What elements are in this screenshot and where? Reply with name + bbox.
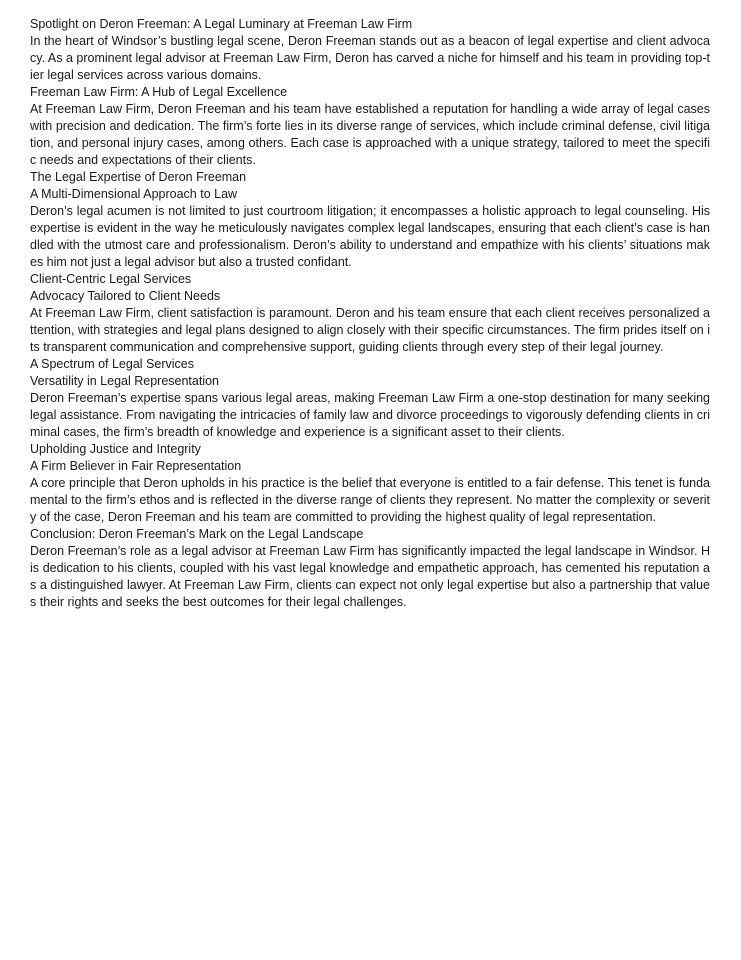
document-body (30, 16, 710, 611)
section-body-justice: A core principle that Deron upholds in his practice is the belief that everyone is entitled to a fair defense. This tenet is fundamental to the firm’s ethos and is reflected in the diverse range of clients they represent. No matter the complexity or severity of the case, Deron Freeman and his team are committed to providing the highest quality of legal representation. (30, 476, 710, 524)
document-title: Spotlight on Deron Freeman: A Legal Luminary at Freeman Law Firm (30, 17, 413, 31)
section-subheading-versatility: Versatility in Legal Representation (30, 374, 220, 388)
section-body-firm: At Freeman Law Firm, Deron Freeman and his team have established a reputation for handling a wide array of legal cases with precision and dedication. The firm’s forte lies in its diverse range of services, which include criminal defense, civil litigation, and personal injury cases, among others. Each case is approached with a unique strategy, tailored to meet the specific needs and expectations of their clients. (30, 102, 710, 167)
section-heading-spectrum: A Spectrum of Legal Services (30, 357, 194, 371)
section-heading-client-centric: Client-Centric Legal Services (30, 272, 192, 286)
section-heading-expertise: The Legal Expertise of Deron Freeman (30, 170, 247, 184)
section-body-client-centric: At Freeman Law Firm, client satisfaction is paramount. Deron and his team ensure that each client receives personalized attention, with strategies and legal plans designed to align closely with their specific circumstances. The firm prides itself on its transparent communication and comprehensive support, guiding clients through every step of their legal journey. (30, 306, 710, 354)
conclusion-heading: Conclusion: Deron Freeman’s Mark on the Legal Landscape (30, 527, 364, 541)
section-subheading-advocacy: Advocacy Tailored to Client Needs (30, 289, 221, 303)
section-body-spectrum: Deron Freeman’s expertise spans various legal areas, making Freeman Law Firm a one-stop destination for many seeking legal assistance. From navigating the intricacies of family law and divorce proceedings to vigorously defending clients in criminal cases, the firm’s breadth of knowledge and experience is a significant asset to their clients. (30, 391, 710, 439)
section-subheading-approach: A Multi-Dimensional Approach to Law (30, 187, 238, 201)
conclusion-body: Deron Freeman’s role as a legal advisor at Freeman Law Firm has significantly impacted the legal landscape in Windsor. His dedication to his clients, coupled with his vast legal knowledge and empathetic approach, has cemented his reputation as a distinguished lawyer. At Freeman Law Firm, clients can expect not only legal expertise but also a partnership that values their rights and seeks the best outcomes for their legal challenges. (30, 544, 710, 609)
intro-paragraph: In the heart of Windsor’s bustling legal scene, Deron Freeman stands out as a beacon of legal expertise and client advocacy. As a prominent legal advisor at Freeman Law Firm, Deron has carved a niche for himself and his team in providing top-tier legal services across various domains. (30, 34, 710, 82)
section-subheading-fair-representation: A Firm Believer in Fair Representation (30, 459, 242, 473)
section-heading-firm: Freeman Law Firm: A Hub of Legal Excellence (30, 85, 288, 99)
section-heading-justice: Upholding Justice and Integrity (30, 442, 201, 456)
section-body-expertise: Deron’s legal acumen is not limited to just courtroom litigation; it encompasses a holistic approach to legal counseling. His expertise is evident in the way he meticulously navigates complex legal landscapes, ensuring that each client’s case is handled with the utmost care and professionalism. Deron’s ability to understand and empathize with his clients’ situations makes him not just a legal advisor but also a trusted confidant. (30, 204, 710, 269)
